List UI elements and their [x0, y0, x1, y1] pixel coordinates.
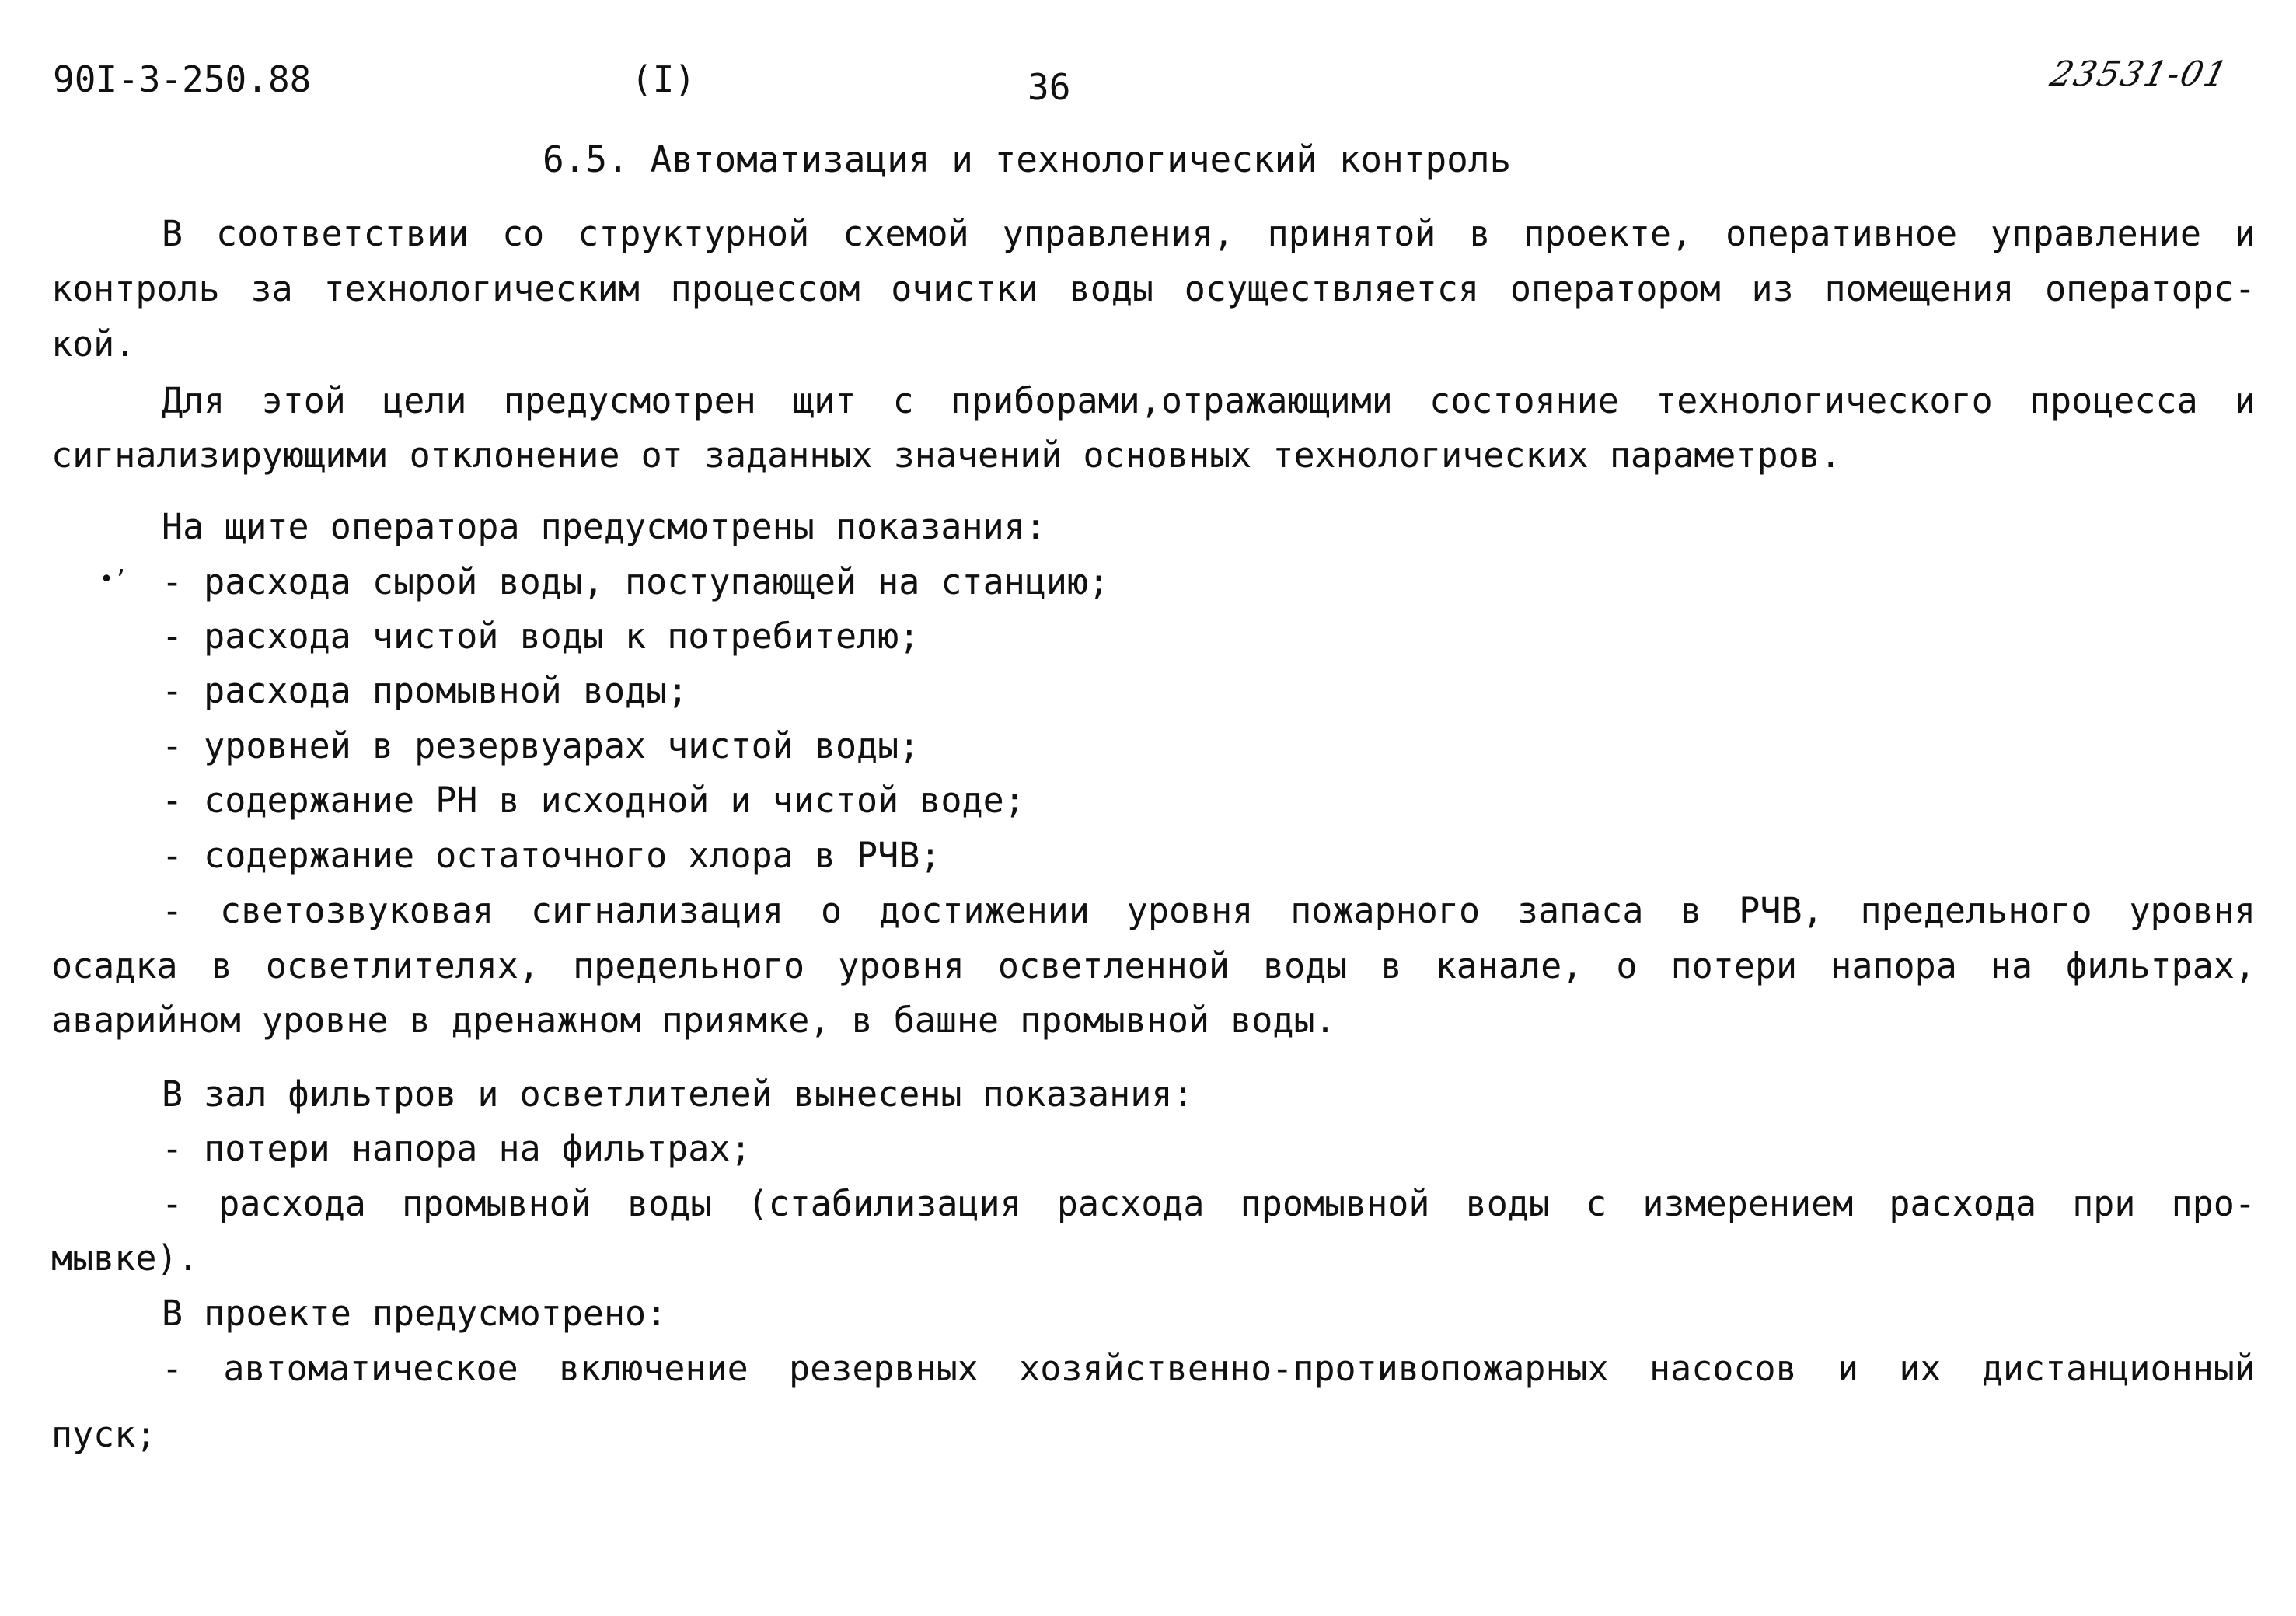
- list-item: - содержание РН в исходной и чистой воде;: [162, 780, 1025, 821]
- list-item: - потери напора на фильтрах;: [162, 1128, 752, 1169]
- paragraph-1-line-1: В соответствии со структурной схемой управления, принятой в проекте, оперативное управление и: [162, 213, 2256, 254]
- list-item: - уровней в резервуарах чистой воды;: [162, 725, 920, 766]
- list-item: - содержание остаточного хлора в РЧВ;: [162, 835, 941, 876]
- margin-mark: •’: [99, 566, 128, 593]
- page-number: 36: [1028, 66, 1071, 108]
- sheet-number: (I): [631, 58, 696, 100]
- section-title: 6.5. Автоматизация и технологический контроль: [543, 138, 1512, 180]
- document-code: 90I-3-250.88: [53, 58, 312, 100]
- archive-stamp: 23531-01: [2046, 54, 2233, 94]
- list-item-continuation: пуск;: [51, 1414, 157, 1455]
- paragraph-1-line-2: контроль за технологическим процессом очистки воды осуществляется оператором из помещения операторс-: [51, 268, 2256, 309]
- list-item: - расхода сырой воды, поступающей на станцию;: [162, 561, 1110, 602]
- paragraph-1-line-3: кой.: [51, 323, 136, 365]
- alarm-line-2: осадка в осветлителях, предельного уровня осветленной воды в канале, о потери напора на фильтрах,: [51, 945, 2256, 986]
- filter-hall-intro: В зал фильтров и осветлителей вынесены показания:: [162, 1073, 1194, 1115]
- paragraph-2-line-2: сигнализирующими отклонение от заданных значений основных технологических параметров.: [51, 435, 1841, 476]
- list-item: - расхода промывной воды (стабилизация расхода промывной воды с измерением расхода при про-: [162, 1183, 2256, 1224]
- paragraph-2-line-1: Для этой цели предусмотрен щит с приборами,отражающими состояние технологического процесса и: [162, 380, 2256, 421]
- list-item-continuation: мывке).: [51, 1237, 199, 1279]
- list-item: - расхода чистой воды к потребителю;: [162, 616, 920, 657]
- list-item: - расхода промывной воды;: [162, 670, 689, 711]
- project-intro: В проекте предусмотрено:: [162, 1293, 668, 1334]
- alarm-line-1: - светозвуковая сигнализация о достижении уровня пожарного запаса в РЧВ, предельного уровня: [162, 890, 2256, 931]
- alarm-line-3: аварийном уровне в дренажном приямке, в башне промывной воды.: [51, 1000, 1336, 1041]
- list-item: - автоматическое включение резервных хозяйственно-противопожарных насосов и их дистанционный: [162, 1348, 2256, 1389]
- operator-panel-intro: На щите оператора предусмотрены показания:: [162, 506, 1046, 547]
